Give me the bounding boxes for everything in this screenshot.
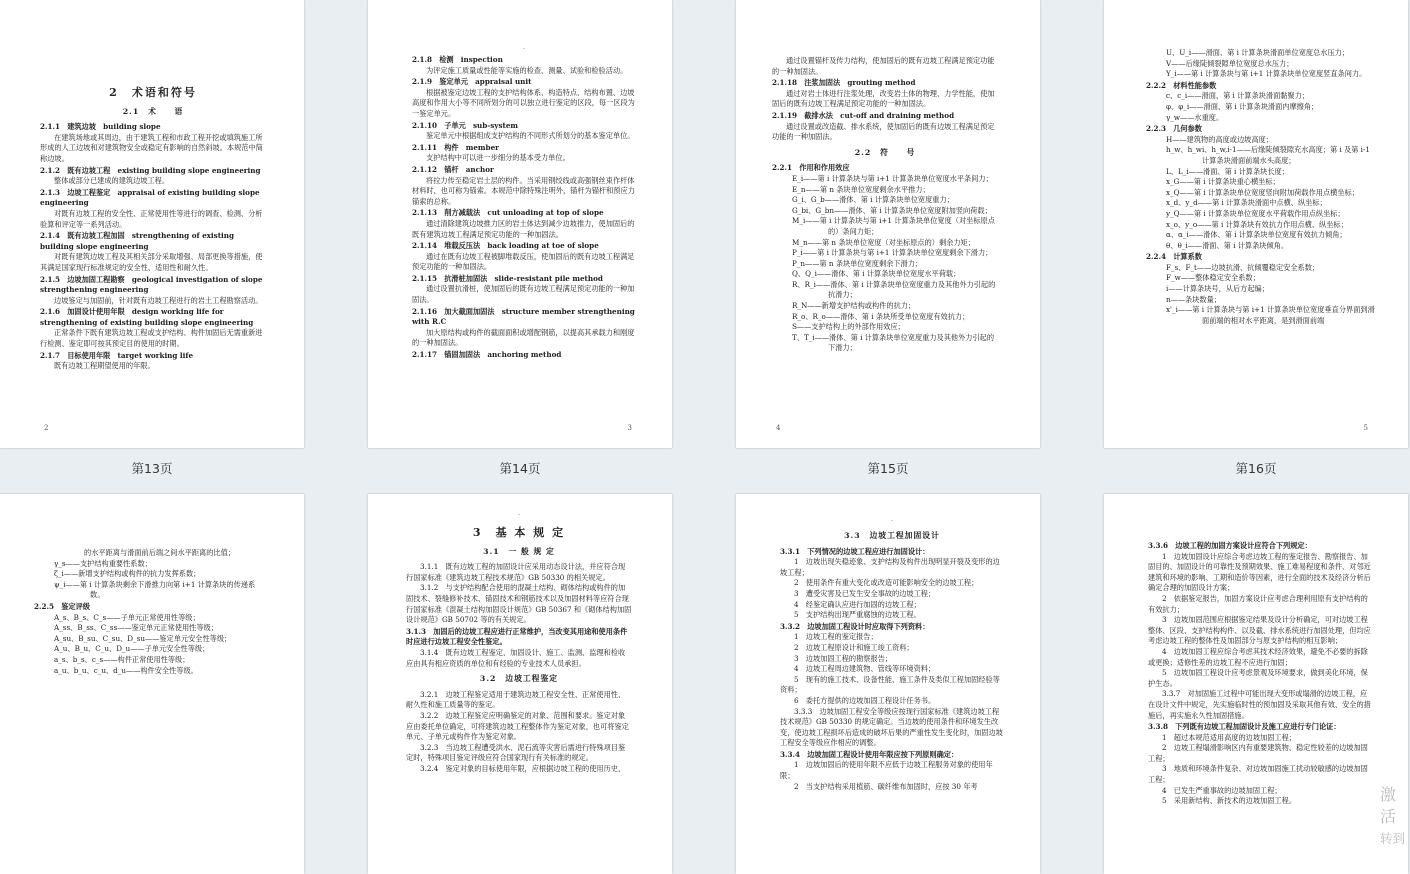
paragraph: 3.1.2 与支护结构配合使用的混凝土结构、砌体结构或构件的加固技术、裂缝修补技术、锚固技术和钢筋技术以及加固材料等应符合现行国家标准《混凝土结构加固设计规范》GB 50367 和《砌体结构加固设计规范》GB 50702 等的有关规定。 xyxy=(406,583,632,625)
symbol-entry: E_n——第 n 条块单位宽度剩余水平推力； xyxy=(792,184,930,194)
clause-heading: 3.1.3 加固后的边坡工程应进行正常维护，当改变其用途和使用条件时应进行边坡工程安全性鉴定。 xyxy=(406,626,628,647)
symbol-entry: M_i——第 i 计算条块与第 i+1 计算条块单位宽度（对坐标原点的）条间力矩； xyxy=(792,216,995,236)
symbol-entry: R_o、R_o——滑体、第 i 条块所受单位宽度有效抗力； xyxy=(792,311,970,321)
symbol-entry: γ_s——支护结构重要性系数； xyxy=(54,558,152,568)
clause-heading: 2.1.13 削方减载法 cut unloading at top of slope xyxy=(412,208,604,218)
clause-heading: 3.3.1 下列情况的边坡工程应进行加固设计： xyxy=(780,546,930,556)
list-item: 1 边坡加固后的使用年限不应低于边坡工程服务对象的使用年限； xyxy=(780,760,993,781)
symbol-entry: L、L_i——滑面、第 i 计算条块长度； xyxy=(1166,166,1289,176)
symbol-entry: P_i——第 i 计算条块与第 i+1 计算条块单位宽度剩余下滑力； xyxy=(792,248,993,258)
symbol-entry: φ、φ_i——滑面、第 i 计算条块滑面内摩擦角； xyxy=(1166,101,1319,111)
paragraph: 对既有建筑边坡工程及其相关部分采取增强、局部更换等措施，使其满足国家现行标准规定的安全性、适用性和耐久性。 xyxy=(40,252,263,272)
paragraph: 3.2.1 边坡工程鉴定适用于建筑边坡工程安全性、正常使用性、耐久性和施工质量等的鉴定。 xyxy=(406,689,626,710)
paragraph: 加大原结构或构件的截面面积或增配钢筋，以提高其承载力和刚度的一种加固法。 xyxy=(412,327,635,348)
list-item: 3 地质和环境条件复杂、对边坡加固施工扰动较敏感的边坡加固工程； xyxy=(1148,764,1368,785)
clause-heading: 2.1.18 注浆加固法 grouting method xyxy=(772,78,916,88)
symbol-entry: E_i——第 i 计算条块与第 i+1 计算条块单位宽度水平条间力； xyxy=(792,173,993,183)
symbol-entry: c、c_i——滑面、第 i 计算条块滑面黏聚力； xyxy=(1166,91,1310,101)
symbol-entry: M_n——第 n 条块单位宽度（对坐标原点的）剩余力矩； xyxy=(792,237,975,247)
symbol-entry: γ_w——水重度。 xyxy=(1166,112,1224,122)
paragraph: 3.3.3 边坡加固工程安全等级应按现行国家标准《建筑边坡工程技术规范》GB 50330 的规定确定。当边坡的使用条件和环境发生改变，使边坡工程损坏后造成的破坏后果的严重性发生变化时，加固边坡工程安全等级应作相应的调整。 xyxy=(780,706,1003,748)
symbol-entry: x'_i——第 i 计算条块与第 i+1 计算条块单位宽度垂直分界面到滑面前端的相对水平距离，是到滑面前端 xyxy=(1166,305,1375,325)
clause-heading: 2.1.7 目标使用年限 target working life xyxy=(40,350,194,360)
list-item: 1 边坡工程的鉴定报告； xyxy=(794,632,878,642)
page-caption-14[interactable]: 第14页 xyxy=(499,461,541,476)
paragraph: 3.2.4 鉴定对象的目标使用年限，应根据边坡工程的使用历史、 xyxy=(420,763,626,773)
symbol-entry: F_w——整体稳定安全系数； xyxy=(1166,273,1260,283)
clause-heading: 2.2.4 计算系数 xyxy=(1146,252,1202,262)
clause-heading: 2.1.14 堆载反压法 back loading at toe of slope xyxy=(412,241,599,251)
page-caption-13[interactable]: 第13页 xyxy=(131,461,173,476)
paragraph: 3.2.3 当边坡工程遭受洪水、泥石流等灾害后需进行特殊项目鉴定时，特殊项目鉴定评级应符合国家现行有关标准的规定。 xyxy=(406,742,626,763)
list-item: 4 经鉴定确认应进行加固的边坡工程； xyxy=(794,599,921,609)
page-mark: · xyxy=(890,516,894,525)
list-item: 1 边坡加固设计应综合考虑边坡工程的鉴定报告、勘察报告、加固目的、加固设计的可靠性及预期效果、施工难易程度和条件、对邻近建筑和环境的影响、工期和造价等因素，进行全面的技术及经济分析后确定合理的加固设计方案； xyxy=(1148,551,1371,593)
symbol-entry: P_n——第 n 条块单位宽度剩余下滑力； xyxy=(792,258,923,268)
list-item: 2 边坡工程塌滑影响区内有重要建筑物、稳定性较差的边坡加固工程； xyxy=(1148,743,1368,763)
page-19[interactable] xyxy=(736,494,1040,874)
clause-heading: 2.1.5 边坡加固工程勘察 geological investigation of slope strengthening engineering xyxy=(40,274,263,295)
paragraph: 3.1.4 既有边坡工程鉴定、加固设计、施工、监测、监理和检收应由具有相应资质的单位和有经验的专业技术人员承担。 xyxy=(406,647,626,668)
symbol-entry: G_bi、G_bn——滑体、第 i 计算条块单位宽度附加竖向荷载； xyxy=(792,205,992,215)
list-item: 3 遭受灾害及已发生安全事故的边坡工程； xyxy=(794,588,936,598)
paragraph: 整体或部分已建成的建筑边坡工程。 xyxy=(54,176,170,186)
section-title: 3.3 边坡工程加固设计 xyxy=(844,531,940,540)
symbol-entry: A_ss、B_ss、C_ss——鉴定单元正常使用性等级； xyxy=(54,623,218,633)
section-title: 3.2 边坡工程鉴定 xyxy=(479,674,559,684)
symbol-entry: x_Q——第 i 计算条块单位宽度竖向附加荷载作用点横坐标； xyxy=(1166,187,1359,197)
paragraph: 在建筑场地或其周边，由于建筑工程和市政工程开挖或填筑施工所形成的人工边坡和对建筑物安全或稳定有影响的自然斜坡。本规范中简称边坡。 xyxy=(40,132,263,163)
symbol-entry: V——后缘陡倾裂隙单位宽度总水压力； xyxy=(1166,58,1294,68)
symbol-entry: h_w、h_wi、h_w,i-1——后缘陡倾裂隙充水高度；第 i 及第 i-1 计算条块滑面前端水头高度； xyxy=(1166,145,1370,165)
symbol-entry: ζ_i——新增支护结构或构件的抗力发挥系数； xyxy=(54,569,201,579)
watermark-line-1: 激活 xyxy=(1380,785,1397,826)
paragraph: 将拉力传至稳定岩土层的构件。当采用钢绞线或高强钢丝束作杆体材料时，也可称为锚索。本规范中除特殊注明外，锚杆为锚杆和预应力锚索的总称。 xyxy=(412,175,635,206)
clause-heading: 3.3.4 边坡加固工程设计使用年限应按下列原则确定： xyxy=(780,749,959,759)
list-item: 2 当支护结构采用植筋、碳纤维布加固时，应按 30 年考 xyxy=(794,781,978,791)
activation-watermark xyxy=(1380,784,1406,850)
clause-heading: 2.2.3 几何参数 xyxy=(1146,124,1202,134)
symbol-entry: R、R_i——滑体、第 i 计算条块单位宽度重力及其他外力引起的抗滑力； xyxy=(792,279,996,300)
paragraph: 通过设置或改造截、排水系统，使加固后的既有边坡工程满足预定功能的一种加固法。 xyxy=(772,121,995,142)
paragraph: 3.1.1 既有边坡工程的加固设计应采用动态设计法，并应符合现行国家标准《建筑边坡工程技术规范》GB 50330 的相关规定。 xyxy=(406,562,626,582)
list-item: 2 依据鉴定报告，加固方案设计应考虑合理利用原有支护结构的有效抗力； xyxy=(1148,593,1368,614)
clause-heading: 2.1.9 鉴定单元 appraisal unit xyxy=(412,77,532,87)
paragraph: 鉴定单元中根据组成支护结构的不同形式所划分的基本鉴定单位。 xyxy=(426,131,635,141)
paragraph: 通过设置抗滑桩，使加固后的既有边坡工程满足预定功能的一种加固法。 xyxy=(412,284,635,305)
page-content xyxy=(412,44,636,361)
symbol-entry: a_u、b_u、c_u、d_u——构件安全性等级。 xyxy=(54,665,198,675)
page-mark: · xyxy=(517,510,521,519)
clause-heading: 2.1.6 加固设计使用年限 design working life for strengthening of existing building slope engineering xyxy=(40,307,254,327)
paragraph: 3.2.2 边坡工程鉴定应明确鉴定的对象、范围和要求。鉴定对象应由委托单位确定，可将建筑边坡工程整体作为鉴定对象，也可将鉴定单元、子单元或构件作为鉴定对象。 xyxy=(406,710,629,742)
paragraph: 正常条件下既有建筑边坡工程或支护结构、构件加固后无需重新进行检测、鉴定即可按其预定目的使用的时期。 xyxy=(40,328,263,349)
page-16[interactable] xyxy=(1104,0,1408,448)
page-number: 4 xyxy=(776,424,781,433)
section-title: 2.1 术 语 xyxy=(122,106,184,116)
paragraph: 为评定施工质量或性能等实施的检查、测量、试验和检验活动。 xyxy=(426,65,628,75)
symbol-entry: R_N——新增支护结构或构件的抗力； xyxy=(792,301,916,311)
list-item: 3 边坡加固工程的勘察报告； xyxy=(794,653,893,663)
list-item: 5 边坡加固工程设计应考虑景观及环境要求，做到美化环境，保护生态。 xyxy=(1148,668,1368,688)
page-mark: · xyxy=(522,44,526,53)
symbol-entry: i——计算条块号，从后方起编； xyxy=(1166,284,1269,294)
paragraph: 支护结构中可以进一步细分的基本受力单位。 xyxy=(426,153,570,163)
symbol-entry: n——条块数量； xyxy=(1166,294,1221,304)
section-title: 2.2 符 号 xyxy=(854,147,916,157)
symbol-entry: G_i、G_b——滑体、第 i 计算条块单位宽度重力； xyxy=(792,195,954,205)
paragraph: 的水平距离与滑面前后端之间水平距离的比值； xyxy=(84,548,235,557)
page-15[interactable] xyxy=(736,0,1040,448)
clause-heading: 2.1.11 构件 member xyxy=(412,142,499,152)
symbol-entry: Q、Q_i——滑体、第 i 计算条块单位宽度水平荷载； xyxy=(792,269,961,279)
page-content xyxy=(1148,540,1374,807)
page-14[interactable] xyxy=(368,0,672,448)
list-item: 6 委托方提供的边坡加固工程设计任务书。 xyxy=(794,695,936,705)
symbol-entry: A_su、B_su、C_su、D_su——鉴定单元安全性等级； xyxy=(54,633,232,643)
clause-heading: 2.1.12 锚杆 anchor xyxy=(412,164,494,174)
paragraph: 通过对岩土体进行注浆处理，改变岩土体的物理、力学性能，使加固后的既有边坡工程满足预定功能的一种加固法。 xyxy=(772,88,995,109)
page-content xyxy=(34,548,264,676)
clause-heading: 2.1.1 建筑边坡 building slope xyxy=(40,122,161,132)
symbol-entry: Y_i——第 i 计算条块与第 i+1 计算条块单位宽度竖直条间力。 xyxy=(1166,69,1367,79)
symbol-entry: x_d、y_d——第 i 计算条块滑面中点横、纵坐标； xyxy=(1166,198,1327,208)
paragraph: 3.3.7 对加固施工过程中可能出现大变形或塌滑的边坡工程，应在设计文件中规定，先实施临时性的预加固及采取其他有效、安全的措施后，再实施永久性加固措施。 xyxy=(1148,689,1371,720)
page-13[interactable] xyxy=(0,0,304,448)
clause-heading: 3.3.2 边坡加固工程设计时应取得下列资料： xyxy=(780,621,930,631)
page-caption-15[interactable]: 第15页 xyxy=(867,461,909,476)
page-number: 5 xyxy=(1363,424,1368,433)
page-18[interactable] xyxy=(368,494,672,874)
symbol-entry: α、α_i——滑体、第 i 计算条块单位宽度有效抗力倾角； xyxy=(1166,230,1347,240)
clause-heading: 2.1.16 加大截面加固法 structure member strengthening with R.C xyxy=(412,306,635,327)
clause-heading: 2.1.15 抗滑桩加固法 slide-resistant pile method xyxy=(412,273,603,283)
clause-heading: 2.1.3 边坡工程鉴定 appraisal of existing building slope engineering xyxy=(40,187,260,208)
paragraph: 边坡鉴定与加固前，针对既有边坡工程进行的岩土工程勘察活动。 xyxy=(54,295,263,305)
list-item: 4 边坡加固工程应综合考虑其技术经济效果，避免不必要的拆除或更换；适修性差的边坡工程不应进行加固； xyxy=(1148,646,1368,667)
list-item: 2 边坡工程原设计和施工竣工资料； xyxy=(794,642,914,652)
clause-heading: 2.2.1 作用和作用效应 xyxy=(772,163,850,173)
paragraph: 对既有边坡工程的安全性、正常使用性等进行的调查、检测、分析验算和评定等一系列活动。 xyxy=(40,208,263,229)
clause-heading: 2.1.2 既有边坡工程 existing building slope engineering xyxy=(40,165,261,175)
page-number: 3 xyxy=(627,424,632,433)
symbol-entry: A_u、B_u、C_u、D_u——子单元安全性等级； xyxy=(54,644,210,654)
page-17[interactable] xyxy=(0,494,304,874)
clause-heading: 3.3.8 下列既有边坡工程加固设计及施工应进行专门论证： xyxy=(1148,722,1341,732)
list-item: 5 现有的施工技术、设备性能、施工条件及类似工程加固经验等资料； xyxy=(780,674,1000,695)
list-item: 4 边坡工程周边建筑物、管线等环境资料； xyxy=(794,664,936,674)
symbol-entry: T、T_i——滑体、第 i 计算条块单位宽度重力及其他外力引起的下滑力； xyxy=(792,332,995,353)
clause-heading: 2.1.8 检测 inspection xyxy=(412,55,503,64)
paragraph: 通过清除建筑边坡推力区的岩土体达到减少边坡推力，使加固后的既有建筑边坡工程满足预定功能的一种加固法。 xyxy=(412,218,635,239)
list-item: 1 超过本规范适用高度的边坡加固工程； xyxy=(1162,732,1296,742)
clause-heading: 2.1.10 子单元 sub-system xyxy=(412,120,518,130)
symbol-entry: ψ_i——第 i 计算条块剩余下滑推力向第 i+1 计算条块的传递系数。 xyxy=(54,579,256,600)
clause-heading: 3.3.6 边坡工程的加固方案设计应符合下列规定： xyxy=(1148,541,1312,550)
symbol-entry: S——支护结构上的外部作用效应； xyxy=(792,322,905,332)
page-20[interactable] xyxy=(1104,494,1408,874)
clause-heading: 2.2.5 鉴定评级 xyxy=(34,601,90,611)
paragraph: 根据被鉴定边坡工程的支护结构体系、构造特点、结构布置、边坡高度和作用大小等不同所划分的可以独立进行鉴定的区段，每一区段为一鉴定单元。 xyxy=(412,87,635,118)
chapter-title: 2 术语和符号 xyxy=(109,86,197,99)
symbol-entry: F_s、F_t——边坡抗滑、抗倾覆稳定安全系数； xyxy=(1166,262,1320,272)
symbol-entry: θ、θ_i——滑面、第 i 计算条块倾角。 xyxy=(1166,240,1289,250)
symbol-entry: a_s、b_s、c_s——构件正常使用性等级； xyxy=(54,654,190,664)
clause-heading: 2.2.2 材料性能参数 xyxy=(1146,80,1217,90)
page-content xyxy=(780,516,1004,792)
page-number: 2 xyxy=(44,424,49,433)
symbol-entry: x_o、y_o——第 i 计算条块有效抗力作用点横、纵坐标； xyxy=(1166,219,1348,229)
symbol-entry: x_G——第 i 计算条块重心横坐标； xyxy=(1166,177,1280,187)
list-item: 5 采用新结构、新技术的边坡加固工程。 xyxy=(1162,796,1296,806)
list-item: 4 已发生严重事故的边坡加固工程； xyxy=(1162,785,1282,795)
list-item: 3 边坡加固范围应根据鉴定结果及设计分析确定，可对边坡工程整体、区段、支护结构构件、以及截、排水系统进行加固处理，但均应考虑边坡工程的整体性及加固部分与原支护结构的相互影响； xyxy=(1148,615,1371,646)
chapter-title: 3 基 本 规 定 xyxy=(472,526,566,539)
clause-heading: 2.1.4 既有边坡工程加固 strengthening of existing building slope engineering xyxy=(40,231,235,251)
page-content xyxy=(40,80,266,372)
section-title: 3.1 一 般 规 定 xyxy=(483,546,555,556)
page-content xyxy=(772,56,998,354)
page-caption-16[interactable]: 第16页 xyxy=(1235,461,1277,476)
symbol-entry: y_Q——第 i 计算条块单位宽度水平荷载作用点纵坐标； xyxy=(1166,208,1345,218)
list-item: 5 支护结构出现严重腐蚀的边坡工程。 xyxy=(794,610,921,620)
page-content xyxy=(406,510,632,774)
clause-heading: 2.1.17 锚固加固法 anchoring method xyxy=(412,350,562,360)
list-item: 1 边坡出现失稳迹象、支护结构及构件出现明显开裂及变形的边坡工程； xyxy=(780,557,1000,577)
symbol-entry: H——建筑物的高度或边坡高度； xyxy=(1166,134,1273,144)
paragraph: 既有边坡工程期望使用的年限。 xyxy=(54,361,155,371)
page-content xyxy=(1146,48,1378,326)
paragraph: 通过设置锚杆及传力结构，使加固后的既有边坡工程满足预定功能的一种加固法。 xyxy=(772,56,995,76)
symbol-entry: U、U_i——滑面、第 i 计算条块滑面单位宽度总水压力； xyxy=(1166,48,1350,57)
symbol-entry: A_s、B_s、C_s——子单元正常使用性等级； xyxy=(54,612,200,622)
clause-heading: 2.1.19 截排水法 cut-off and draining method xyxy=(772,110,955,120)
watermark-line-2: 转到 xyxy=(1380,831,1406,846)
list-item: 2 使用条件有重大变化或改造可能影响安全的边坡工程； xyxy=(794,578,979,588)
paragraph: 通过在既有边坡工程被脚堆载反压，使加固后的既有边坡工程满足预定功能的一种加固法。 xyxy=(412,251,635,272)
